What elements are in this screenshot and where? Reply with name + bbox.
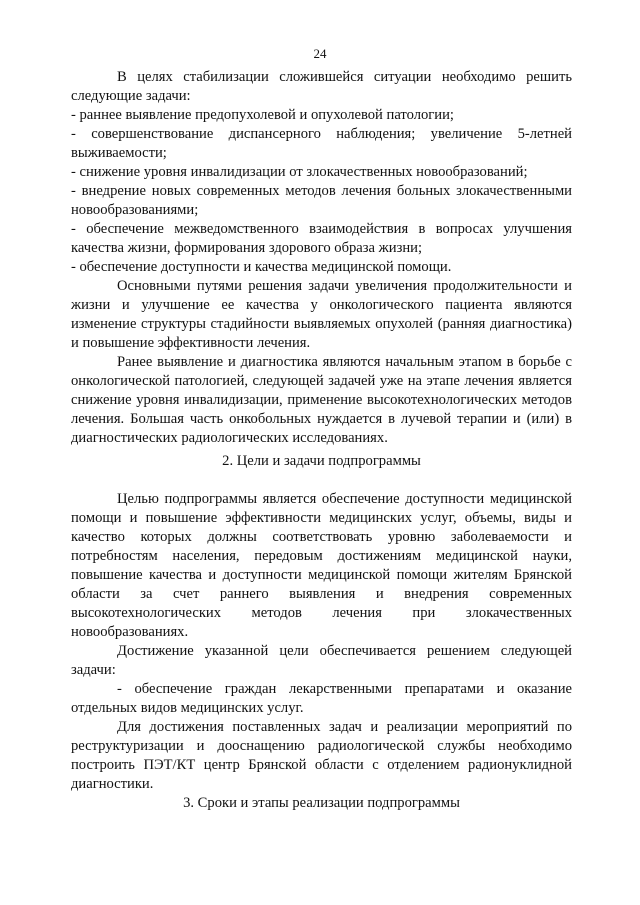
task-item: - обеспечение межведомственного взаимодействия в вопросах улучшения качества жизни, формирования здорового образа жизни; xyxy=(71,221,572,256)
ways-paragraph: Основными путями решения задачи увеличения продолжительности и жизни и улучшение ее качества у онкологического пациента являются изменение структуры стадийности выявляемых опухолей (ранняя диагностика) и повышение эффективности лечения. xyxy=(71,278,572,351)
early-detection-paragraph: Ранее выявление и диагностика являются начальным этапом в борьбе с онкологической патологией, следующей задачей уже на этапе лечения является снижение уровня инвалидизации, применение высокотехнологических методов лечения. Большая часть онкобольных нуждается в лучевой терапии и (или) в диагностических радиологических исследованиях. xyxy=(71,354,572,446)
achieve-paragraph: Достижение указанной цели обеспечивается решением следующей задачи: xyxy=(71,643,572,678)
task-item: - снижение уровня инвалидизации от злокачественных новообразований; xyxy=(71,164,528,180)
task-item: - внедрение новых современных методов лечения больных злокачественными новообразованиями; xyxy=(71,183,572,218)
section-2-heading: 2. Цели и задачи подпрограммы xyxy=(222,453,421,469)
page-number: 24 xyxy=(313,46,327,61)
intro-paragraph: В целях стабилизации сложившейся ситуации необходимо решить следующие задачи: xyxy=(71,69,572,104)
task-item: - раннее выявление предопухолевой и опухолевой патологии; xyxy=(71,107,454,123)
goal-paragraph: Целью подпрограммы является обеспечение доступности медицинской помощи и повышение эффективности медицинских услуг, объемы, виды и качество которых должны соответствовать уровню заболеваемости и потребностям населения, передовым достижениям медицинской науки, повышение качества и доступности медицинской помощи жителям Брянской области за счет раннего выявления и внедрения современных высокотехнологических методов лечения при злокачественных новообразованиях. xyxy=(71,491,572,640)
section-3-heading: 3. Сроки и этапы реализации подпрограммы xyxy=(183,795,460,811)
task-item: - обеспечение доступности и качества медицинской помощи. xyxy=(71,259,452,275)
task-item: - совершенствование диспансерного наблюдения; увеличение 5-летней выживаемости; xyxy=(71,126,572,161)
pet-center-paragraph: Для достижения поставленных задач и реализации мероприятий по реструктуризации и дооснащению радиологической службы необходимо построить ПЭТ/КТ центр Брянской области с отделением радионуклидной диагностики. xyxy=(71,719,572,792)
document-body xyxy=(71,68,572,813)
spacer xyxy=(71,471,572,490)
drugs-task-item: - обеспечение граждан лекарственными препаратами и оказание отдельных видов медицинских услуг. xyxy=(71,681,572,716)
